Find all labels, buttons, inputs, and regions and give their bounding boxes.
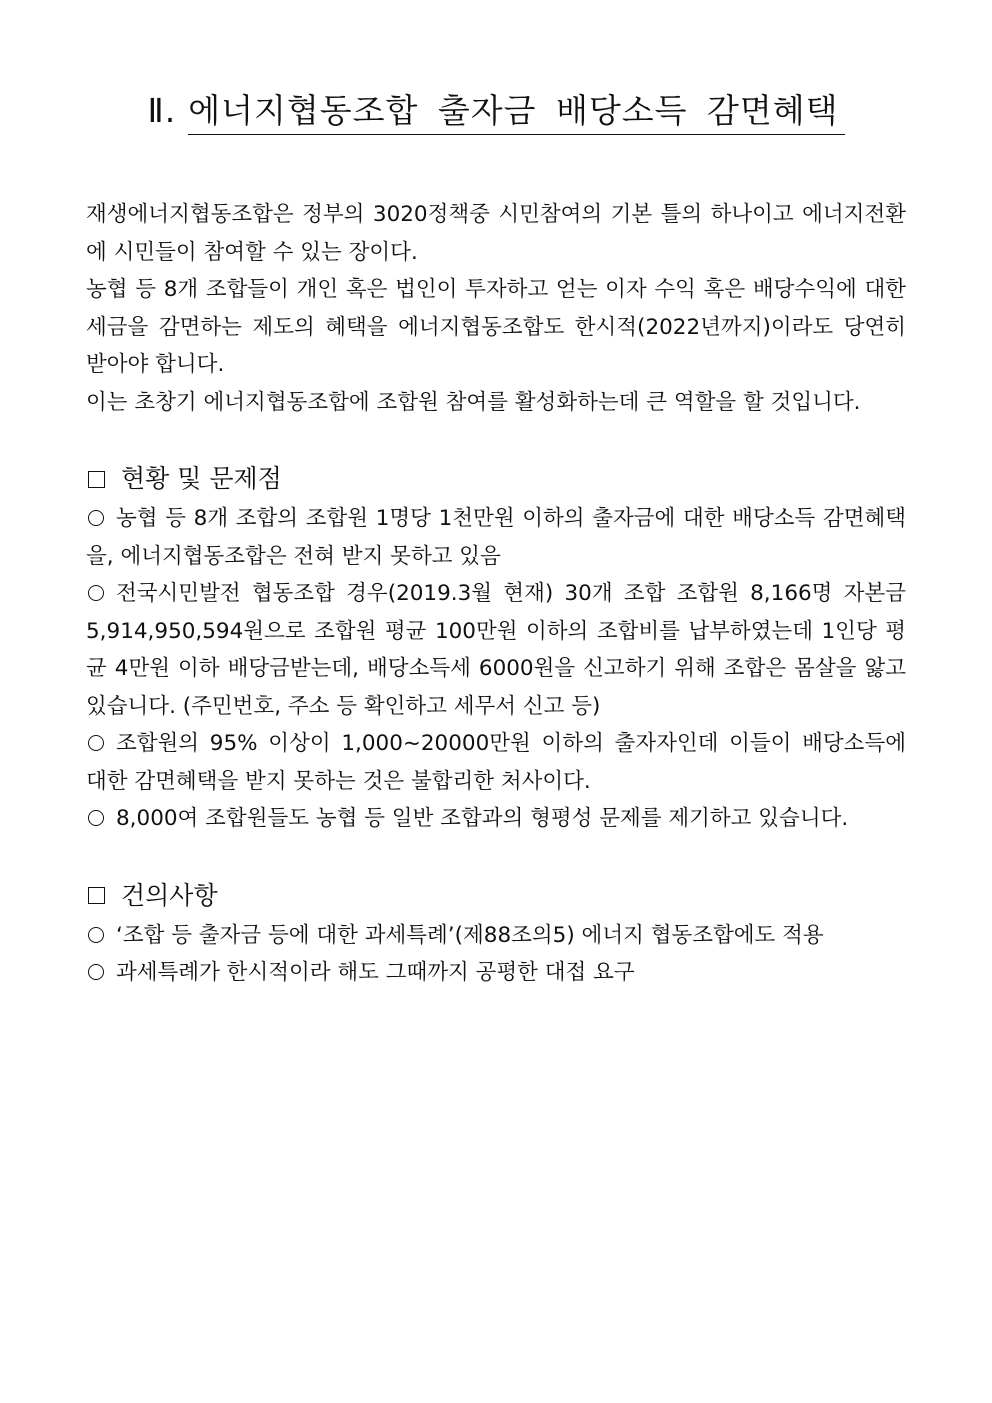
spacer	[86, 421, 906, 459]
circle-bullet-icon	[88, 735, 104, 751]
section-heading-proposals	[86, 876, 906, 916]
bullet-text: ‘조합 등 출자금 등에 대한 과세특례’(제88조의5) 에너지 협동조합에도 적용	[116, 922, 824, 948]
page-title	[0, 88, 992, 135]
spacer	[86, 838, 906, 876]
square-bullet-icon	[88, 887, 105, 904]
circle-bullet-icon	[88, 510, 104, 526]
intro-paragraph-1: 재생에너지협동조합은 정부의 3020정책중 시민참여의 기본 틀의 하나이고 에너지전환에 시민들이 참여할 수 있는 장이다.	[86, 202, 906, 265]
status-bullet-1	[86, 500, 906, 575]
title-text: 에너지협동조합 출자금 배당소득 감면혜택	[188, 88, 844, 135]
bullet-text: 전국시민발전 협동조합 경우(2019.3월 현재) 30개 조합 조합원 8,166명 자본금 5,914,950,594원으로 조합원 평균 100만원 이하의 조합비를 납부하였는데 1인당 평균 4만원 이하 배당금받는데, 배당소득세 6000원을 신고하기 위해 조합은 몸살을 앓고 있습니다. (주민번호, 주소 등 확인하고 세무서 신고 등)	[86, 581, 906, 719]
circle-bullet-icon	[88, 810, 104, 826]
intro-paragraph-2: 농협 등 8개 조합들이 개인 혹은 법인이 투자하고 얻는 이자 수익 혹은 배당수익에 대한 세금을 감면하는 제도의 혜택을 에너지협동조합도 한시적(2022년까지)이라도 당연히 받아야 합니다.	[86, 277, 906, 377]
status-bullet-4	[86, 800, 906, 838]
section-heading-text: 건의사항	[121, 880, 218, 910]
bullet-text: 8,000여 조합원들도 농협 등 일반 조합과의 형평성 문제를 제기하고 있습니다.	[116, 806, 849, 831]
circle-bullet-icon	[88, 964, 104, 980]
document-body	[86, 196, 906, 992]
section-heading-status	[86, 459, 906, 499]
intro-paragraph-3: 이는 초창기 에너지협동조합에 조합원 참여를 활성화하는데 큰 역할을 할 것입니다.	[86, 389, 861, 415]
circle-bullet-icon	[88, 927, 104, 943]
bullet-text: 농협 등 8개 조합의 조합원 1명당 1천만원 이하의 출자금에 대한 배당소득 감면혜택을, 에너지협동조합은 전혀 받지 못하고 있음	[86, 506, 906, 569]
proposal-bullet-2	[86, 954, 906, 992]
bullet-text: 조합원의 95% 이상이 1,000~20000만원 이하의 출자자인데 이들이 배당소득에 대한 감면혜택을 받지 못하는 것은 불합리한 처사이다.	[86, 731, 906, 794]
bullet-text: 과세특례가 한시적이라 해도 그때까지 공평한 대접 요구	[116, 960, 635, 985]
square-bullet-icon	[88, 471, 105, 488]
status-bullet-3	[86, 725, 906, 800]
circle-bullet-icon	[88, 585, 104, 601]
title-section-number: Ⅱ.	[147, 91, 177, 130]
section-heading-text: 현황 및 문제점	[121, 464, 282, 493]
status-bullet-2	[86, 575, 906, 725]
proposal-bullet-1	[86, 917, 906, 955]
